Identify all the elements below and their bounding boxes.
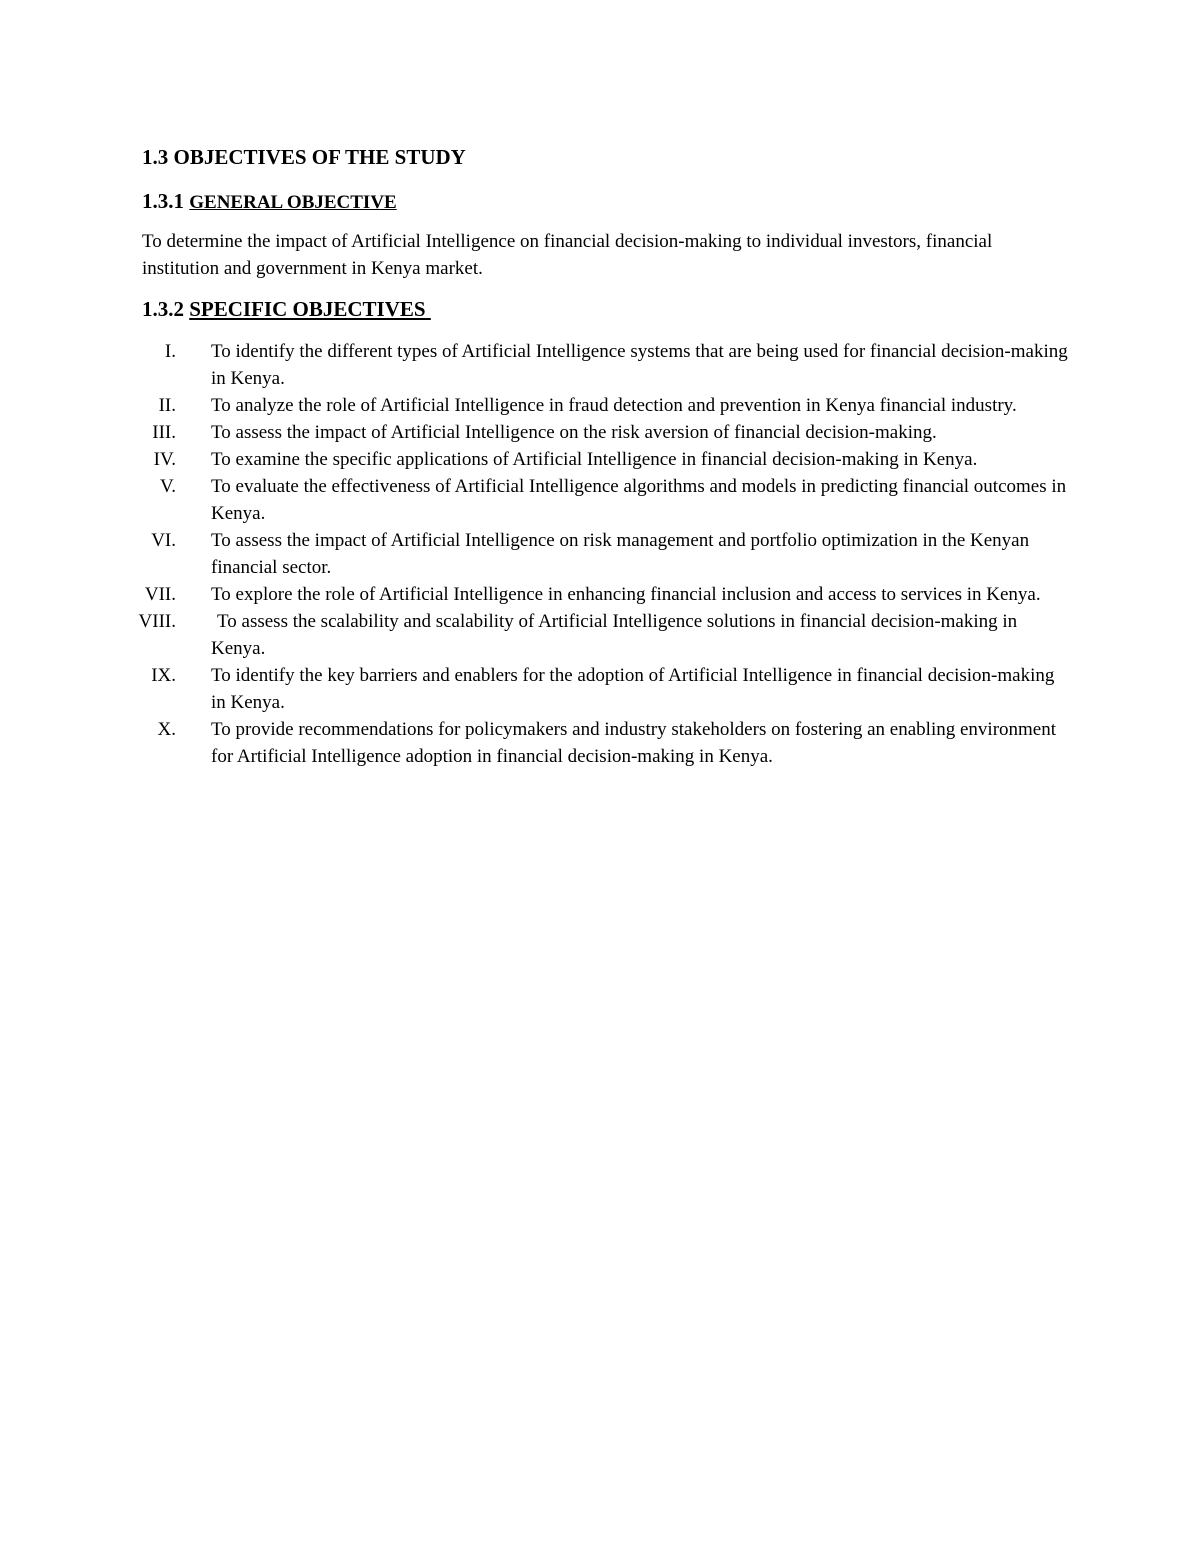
general-objective-text: To determine the impact of Artificial Intelligence on financial decision-making to individual investors, financial institution and government in Kenya market. bbox=[142, 231, 993, 279]
general-objective-title: GENERAL OBJECTIVE bbox=[189, 192, 397, 213]
objective-numeral: VI. bbox=[151, 530, 176, 551]
objective-numeral: VII. bbox=[144, 584, 176, 605]
objective-item bbox=[142, 716, 1071, 770]
objective-item bbox=[138, 608, 1071, 662]
objective-text: To examine the specific applications of Artificial Intelligence in financial decision-making in Kenya. bbox=[211, 449, 978, 470]
objective-text: To identify the different types of Artificial Intelligence systems that are being used for financial decision-making in Kenya. bbox=[211, 341, 1068, 389]
objective-item bbox=[142, 338, 1071, 392]
objective-item bbox=[142, 527, 1071, 581]
objective-text: To identify the key barriers and enablers for the adoption of Artificial Intelligence in financial decision-making in Kenya. bbox=[211, 665, 1055, 713]
objective-text: To analyze the role of Artificial Intelligence in fraud detection and prevention in Kenya financial industry. bbox=[211, 395, 1017, 416]
objective-text: To explore the role of Artificial Intelligence in enhancing financial inclusion and access to services in Kenya. bbox=[211, 584, 1041, 605]
objective-text: To assess the impact of Artificial Intelligence on the risk aversion of financial decision-making. bbox=[211, 422, 937, 443]
objective-item bbox=[142, 419, 1071, 446]
objective-text: To provide recommendations for policymakers and industry stakeholders on fostering an enabling environment for Artificial Intelligence adoption in financial decision-making in Kenya. bbox=[211, 719, 1057, 767]
objective-item bbox=[142, 662, 1071, 716]
section-heading: 1.3 OBJECTIVES OF THE STUDY bbox=[142, 145, 466, 169]
objective-numeral: I. bbox=[164, 341, 176, 362]
general-objective-heading bbox=[142, 184, 1082, 218]
objective-numeral: IX. bbox=[151, 665, 176, 686]
objective-numeral: III. bbox=[152, 422, 176, 443]
objective-numeral: II. bbox=[158, 395, 176, 416]
specific-objectives-number: 1.3.2 bbox=[142, 297, 184, 321]
objective-numeral: VIII. bbox=[138, 611, 176, 632]
document-body bbox=[138, 140, 1082, 770]
objective-text: To evaluate the effectiveness of Artificial Intelligence algorithms and models in predicting financial outcomes in Kenya. bbox=[211, 476, 1067, 524]
objective-text: To assess the impact of Artificial Intelligence on risk management and portfolio optimization in the Kenyan financial sector. bbox=[211, 530, 1030, 578]
objective-numeral: V. bbox=[159, 476, 176, 497]
objective-numeral: X. bbox=[157, 719, 176, 740]
objective-item bbox=[142, 446, 1071, 473]
objective-item bbox=[142, 473, 1071, 527]
general-objective-number: 1.3.1 bbox=[142, 189, 184, 213]
specific-objectives-title: SPECIFIC OBJECTIVES bbox=[189, 297, 431, 321]
specific-objectives-heading bbox=[142, 292, 1082, 326]
objective-text: To assess the scalability and scalability of Artificial Intelligence solutions in financial decision-making in Kenya. bbox=[211, 611, 1018, 659]
objective-numeral: IV. bbox=[153, 449, 176, 470]
objective-item bbox=[142, 581, 1071, 608]
objective-item bbox=[142, 392, 1071, 419]
specific-objectives-list bbox=[138, 338, 1082, 770]
